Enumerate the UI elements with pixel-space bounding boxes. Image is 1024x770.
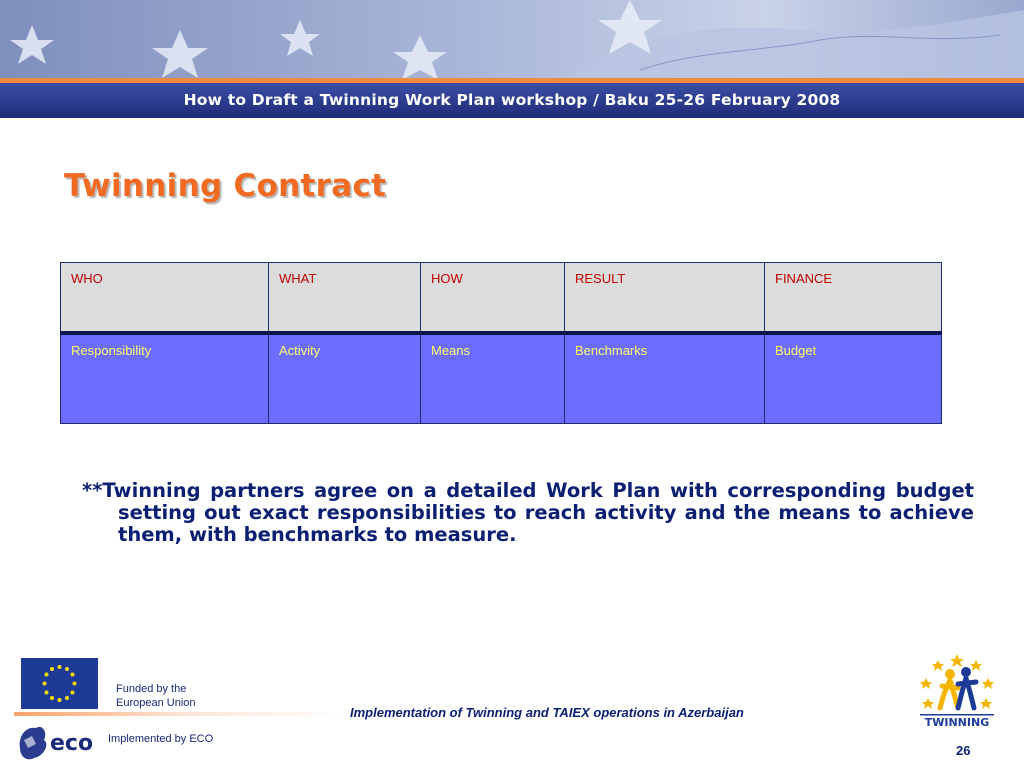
svg-text:TWINNING: TWINNING	[924, 716, 990, 729]
header-banner	[0, 0, 1024, 118]
funded-line-2: European Union	[116, 697, 196, 709]
page-number: 26	[956, 743, 971, 758]
table-header-cell: WHO	[61, 263, 269, 334]
eu-flag-icon	[21, 658, 98, 709]
table-cell: Budget	[765, 333, 942, 424]
table-header-row	[61, 263, 942, 334]
svg-text:eco: eco	[50, 731, 94, 756]
footer-divider	[14, 712, 344, 716]
funded-line-1: Funded by the	[116, 683, 187, 695]
table-cell: Benchmarks	[565, 333, 765, 424]
table-header-cell: WHAT	[269, 263, 421, 334]
table-cell: Responsibility	[61, 333, 269, 424]
table-cell: Means	[421, 333, 565, 424]
implemented-by-label: Implemented by ECO	[108, 733, 214, 745]
workshop-title: How to Draft a Twinning Work Plan workshop / Baku 25-26 February 2008	[183, 91, 841, 109]
funded-by-label	[116, 682, 196, 710]
table-cell: Activity	[269, 333, 421, 424]
footer-center-text: Implementation of Twinning and TAIEX operations in Azerbaijan	[350, 705, 744, 720]
table-header-cell: FINANCE	[765, 263, 942, 334]
eco-logo-icon	[14, 718, 100, 766]
slide-title: Twinning Contract	[64, 168, 387, 204]
table-header-cell: HOW	[421, 263, 565, 334]
twinning-logo-icon	[914, 650, 1000, 730]
bullet-paragraph: **Twinning partners agree on a detailed Work Plan with corresponding budget setting out exact responsibilities to reach activity and the means to achieve them, with benchmarks to measure.	[82, 479, 974, 546]
table-header-cell: RESULT	[565, 263, 765, 334]
table-row	[61, 333, 942, 424]
contract-table	[60, 262, 942, 424]
